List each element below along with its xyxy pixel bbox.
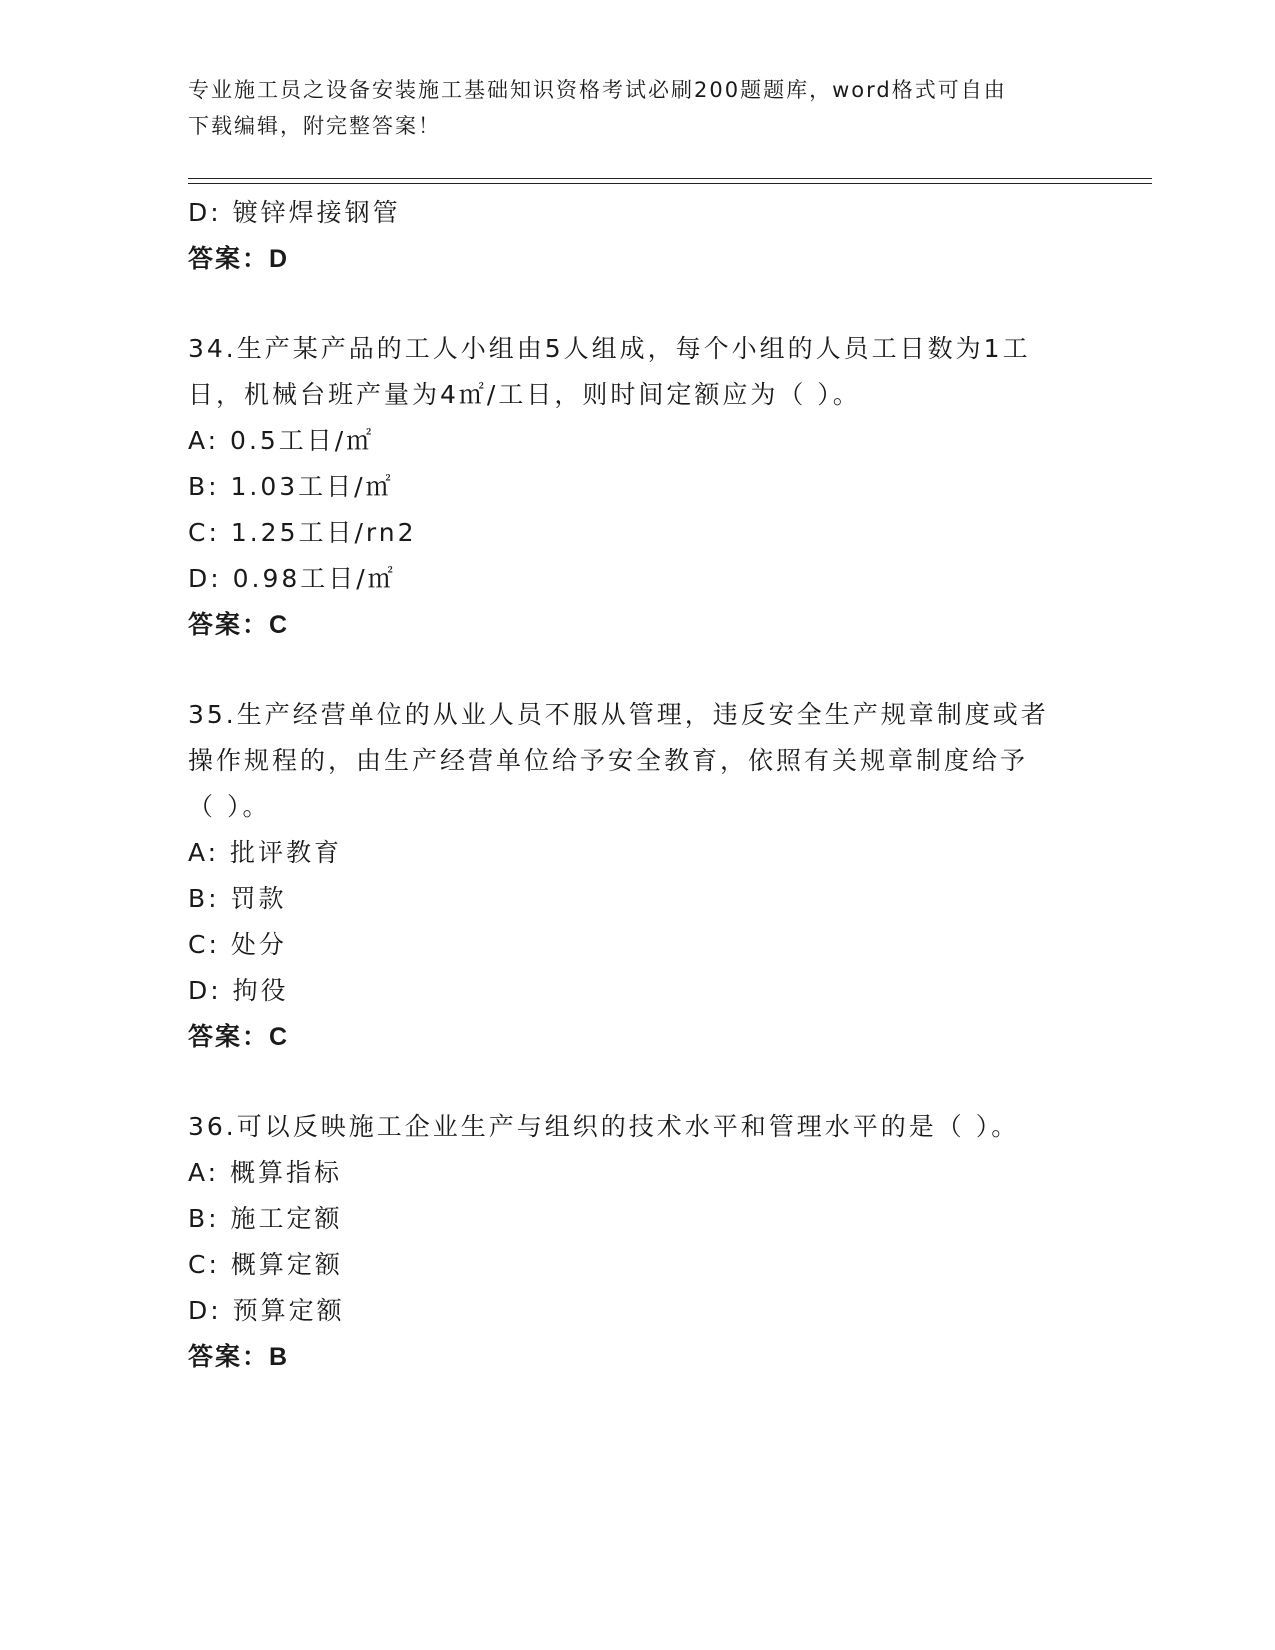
option-a: A: 0.5工日/㎡	[188, 426, 375, 455]
option-b: B: 罚款	[188, 884, 287, 913]
option-d: D: 镀锌焊接钢管	[188, 198, 401, 227]
option-b: B: 施工定额	[188, 1204, 343, 1233]
header-divider-bottom	[188, 183, 1152, 184]
option-d: D: 0.98工日/㎡	[188, 564, 396, 593]
option-c: C: 概算定额	[188, 1250, 343, 1279]
answer-line: 答案：B	[188, 1343, 290, 1371]
header-line-1: 专业施工员之设备安装施工基础知识资格考试必刷200题题库，word格式可自由	[188, 78, 1007, 102]
option-c: C: 处分	[188, 930, 287, 959]
prev-question-tail	[188, 190, 1088, 282]
answer-line: 答案：C	[188, 1023, 290, 1051]
question-36	[188, 1104, 1088, 1380]
answer-line: 答案：C	[188, 611, 290, 639]
option-b: B: 1.03工日/㎡	[188, 472, 394, 501]
question-stem-line: 35.生产经营单位的从业人员不服从管理，违反安全生产规章制度或者	[188, 700, 1049, 729]
question-stem-line: 36.可以反映施工企业生产与组织的技术水平和管理水平的是（ ）。	[188, 1112, 1020, 1141]
option-c: C: 1.25工日/rn2	[188, 518, 417, 547]
header-divider-top	[188, 178, 1152, 179]
question-35	[188, 692, 1088, 1060]
option-d: D: 预算定额	[188, 1296, 345, 1325]
option-a: A: 概算指标	[188, 1158, 343, 1187]
question-stem-line: （ ）。	[188, 792, 271, 821]
document-header	[188, 72, 1088, 144]
question-stem-line: 日，机械台班产量为4㎡/工日，则时间定额应为（ ）。	[188, 380, 861, 409]
header-line-2: 下载编辑，附完整答案！	[188, 114, 441, 138]
question-34	[188, 326, 1088, 648]
question-stem-line: 操作规程的，由生产经营单位给予安全教育，依照有关规章制度给予	[188, 746, 1029, 775]
document-body	[188, 190, 1088, 1380]
question-stem-line: 34.生产某产品的工人小组由5人组成，每个小组的人员工日数为1工	[188, 334, 1031, 363]
answer-line: 答案：D	[188, 245, 290, 273]
option-d: D: 拘役	[188, 976, 289, 1005]
option-a: A: 批评教育	[188, 838, 343, 867]
